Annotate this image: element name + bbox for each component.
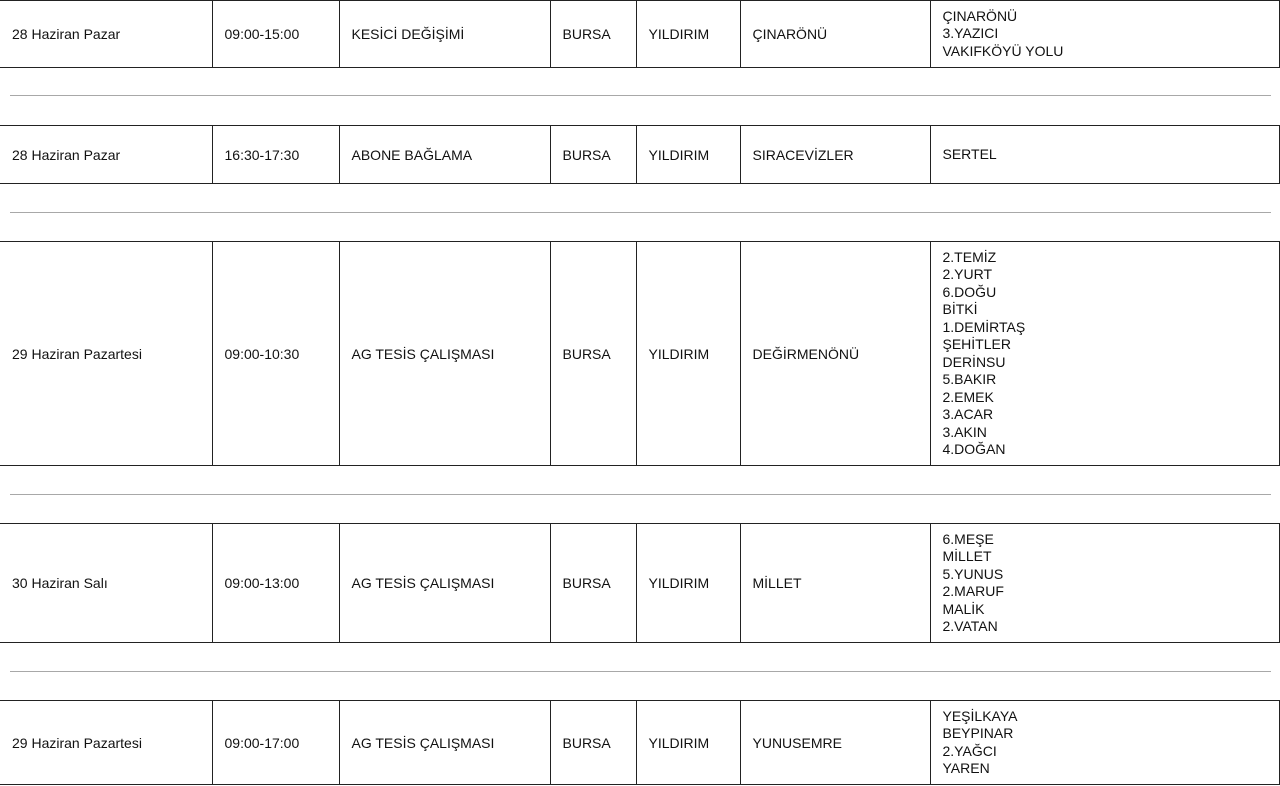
street-name: MALİK bbox=[942, 600, 985, 617]
time-cell: 09:00-10:30 bbox=[212, 242, 339, 466]
work-type-cell: AG TESİS ÇALIŞMASI bbox=[339, 701, 550, 785]
neighborhood-cell: SIRACEVİZLER bbox=[740, 126, 930, 184]
street-name: BİTKİ bbox=[942, 301, 978, 317]
street-name: YAREN bbox=[942, 760, 990, 776]
date-cell: 29 Haziran Pazartesi bbox=[0, 242, 212, 466]
street-name: 2.VATAN bbox=[942, 618, 998, 634]
street-name: VAKIFKÖYÜ YOLU bbox=[942, 42, 1064, 59]
time-cell: 09:00-13:00 bbox=[212, 524, 339, 643]
work-type-cell: ABONE BAĞLAMA bbox=[339, 126, 550, 184]
street-name: 2.YURT bbox=[942, 266, 993, 282]
district-cell: YILDIRIM bbox=[636, 126, 740, 184]
street-name: 1.DEMİRTAŞ bbox=[942, 318, 1026, 335]
street-name: 6.MEŞE bbox=[942, 530, 994, 547]
neighborhood-cell: DEĞİRMENÖNÜ bbox=[740, 242, 930, 466]
street-name: 4.DOĞAN bbox=[942, 441, 1006, 457]
district-cell: YILDIRIM bbox=[636, 242, 740, 466]
street-name: ÇINARÖNÜ bbox=[942, 7, 1018, 24]
time-cell: 09:00-17:00 bbox=[212, 701, 339, 785]
table-row bbox=[0, 701, 1279, 785]
street-name: 2.MARUF bbox=[942, 583, 1004, 599]
date-cell: 29 Haziran Pazartesi bbox=[0, 701, 212, 785]
row-divider bbox=[10, 494, 1271, 495]
date-cell: 28 Haziran Pazar bbox=[0, 1, 212, 68]
table-row bbox=[0, 1, 1279, 68]
city-cell: BURSA bbox=[550, 242, 636, 466]
street-name: 3.ACAR bbox=[942, 406, 994, 422]
city-cell: BURSA bbox=[550, 701, 636, 785]
work-type-cell: KESİCİ DEĞİŞİMİ bbox=[339, 1, 550, 68]
street-name: DERİNSU bbox=[942, 353, 1006, 370]
neighborhood-cell: MİLLET bbox=[740, 524, 930, 643]
street-name: 5.BAKIR bbox=[942, 371, 997, 387]
city-cell: BURSA bbox=[550, 126, 636, 184]
street-name: MİLLET bbox=[942, 548, 992, 564]
street-name: 2.TEMİZ bbox=[942, 248, 997, 265]
row-divider bbox=[10, 671, 1271, 672]
date-cell: 30 Haziran Salı bbox=[0, 524, 212, 643]
neighborhood-cell: YUNUSEMRE bbox=[740, 701, 930, 785]
table-row bbox=[0, 126, 1279, 184]
streets-cell bbox=[930, 126, 1279, 184]
street-name: 5.YUNUS bbox=[942, 565, 1004, 582]
street-name: 6.DOĞU bbox=[942, 283, 997, 300]
street-name: ŞEHİTLER bbox=[942, 336, 1011, 352]
work-type-cell: AG TESİS ÇALIŞMASI bbox=[339, 242, 550, 466]
district-cell: YILDIRIM bbox=[636, 524, 740, 643]
street-name: BEYPINAR bbox=[942, 725, 1014, 741]
time-cell: 09:00-15:00 bbox=[212, 1, 339, 68]
streets-cell bbox=[930, 1, 1279, 68]
outage-table bbox=[0, 0, 1280, 68]
city-cell: BURSA bbox=[550, 524, 636, 643]
date-cell: 28 Haziran Pazar bbox=[0, 126, 212, 184]
street-name: YEŞİLKAYA bbox=[942, 707, 1018, 724]
street-name: 2.EMEK bbox=[942, 388, 994, 405]
outage-table bbox=[0, 700, 1280, 785]
outage-table bbox=[0, 241, 1280, 466]
street-name: 2.YAĞCI bbox=[942, 742, 997, 759]
street-name: 3.YAZICI bbox=[942, 25, 999, 42]
streets-cell bbox=[930, 701, 1279, 785]
row-divider bbox=[10, 95, 1271, 96]
row-divider bbox=[10, 212, 1271, 213]
streets-cell bbox=[930, 524, 1279, 643]
table-row bbox=[0, 242, 1279, 466]
city-cell: BURSA bbox=[550, 1, 636, 68]
streets-cell bbox=[930, 242, 1279, 466]
district-cell: YILDIRIM bbox=[636, 701, 740, 785]
work-type-cell: AG TESİS ÇALIŞMASI bbox=[339, 524, 550, 643]
neighborhood-cell: ÇINARÖNÜ bbox=[740, 1, 930, 68]
street-name: SERTEL bbox=[942, 145, 997, 162]
outage-table bbox=[0, 125, 1280, 184]
outage-table bbox=[0, 523, 1280, 643]
table-row bbox=[0, 524, 1279, 643]
street-name: 3.AKIN bbox=[942, 423, 987, 440]
district-cell: YILDIRIM bbox=[636, 1, 740, 68]
time-cell: 16:30-17:30 bbox=[212, 126, 339, 184]
